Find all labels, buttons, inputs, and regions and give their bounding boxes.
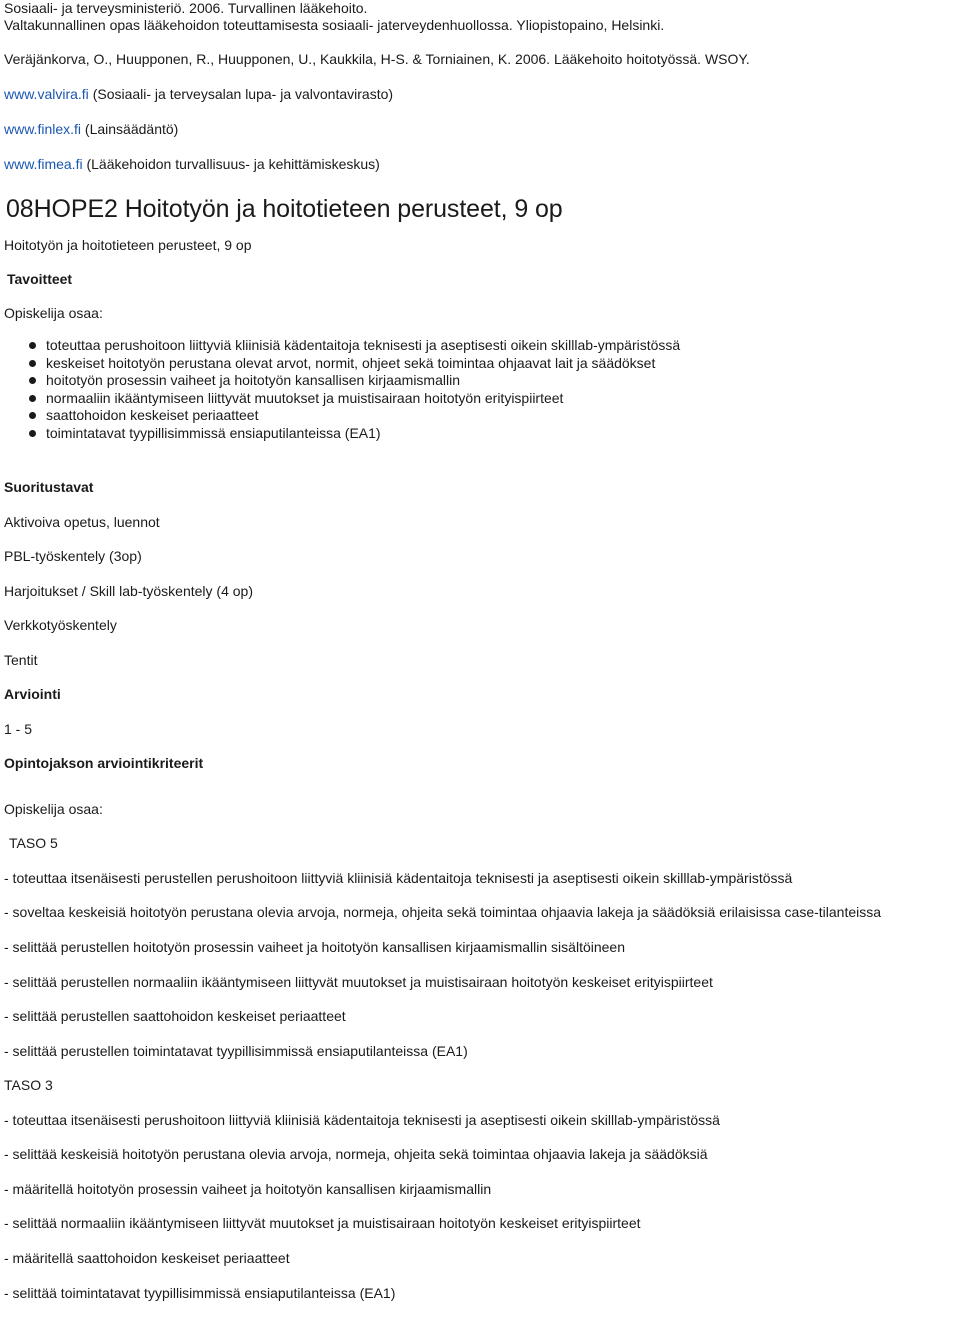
list-item: - selittää perustellen normaaliin ikääntymiseen liittyvät muutokset ja muistisairaan hoitotyön keskeiset erityispiirteet: [4, 973, 713, 990]
reference-link-fimea: [4, 156, 956, 173]
link-finlex-description: (Lainsäädäntö): [84, 121, 179, 137]
reference-link-valvira: [4, 86, 956, 103]
bullet-icon: [29, 430, 36, 437]
list-item: Tentit: [4, 651, 38, 668]
bullet-icon: [29, 360, 36, 367]
criteria-heading: Opintojakson arviointikriteerit: [4, 754, 204, 771]
link-fimea-description: (Lääkehoidon turvallisuus- ja kehittämiskeskus): [86, 156, 380, 172]
link-finlex[interactable]: www.finlex.fi: [4, 121, 82, 137]
list-item: - selittää perustellen hoitotyön prosessin vaiheet ja hoitotyön kansallisen kirjaamismallin sisältöineen: [4, 938, 625, 955]
reference-stm-line1: Sosiaali- ja terveysministeriö. 2006. Turvallinen lääkehoito.: [4, 0, 368, 16]
list-item: PBL-työskentely (3op): [4, 547, 142, 564]
list-item: - selittää keskeisiä hoitotyön perustana olevia arvoja, normeja, ohjeita sekä toimintaa ohjaavia lakeja ja säädöksiä: [4, 1145, 708, 1162]
list-item: toteuttaa perushoitoon liittyviä kliinisiä kädentaitoja teknisesti ja aseptisesti oikein skilllab-ympäristössä: [46, 337, 956, 355]
course-title: 08HOPE2 Hoitotyön ja hoitotieteen perusteet, 9 op: [6, 195, 563, 223]
reference-stm-line2: Valtakunnallinen opas lääkehoidon toteuttamisesta sosiaali- jaterveydenhuollossa. Yliopistopaino, Helsinki.: [4, 17, 665, 33]
link-fimea[interactable]: www.fimea.fi: [4, 156, 83, 172]
list-item: saattohoidon keskeiset periaatteet: [46, 407, 956, 425]
list-item: - määritellä hoitotyön prosessin vaiheet ja hoitotyön kansallisen kirjaamismallin: [4, 1180, 492, 1197]
list-item: - selittää toimintatavat tyypillisimmissä ensiaputilanteissa (EA1): [4, 1284, 396, 1301]
list-item: Harjoitukset / Skill lab-työskentely (4 op): [4, 582, 253, 599]
list-item: - toteuttaa itsenäisesti perustellen perushoitoon liittyviä kliinisiä kädentaitoja teknisesti ja aseptisesti oikein skilllab-ympäristössä: [4, 869, 793, 886]
taso5-criteria: [4, 870, 956, 1060]
list-item: - soveltaa keskeisiä hoitotyön perustana olevia arvoja, normeja, ohjeita sekä toimintaa ohjaavia lakeja ja säädöksiä erilaisissa case-tilanteissa: [4, 903, 882, 920]
suoritustavat-heading: Suoritustavat: [4, 478, 94, 495]
list-item: - toteuttaa itsenäisesti perushoitoon liittyviä kliinisiä kädentaitoja teknisesti ja aseptisesti oikein skilllab-ympäristössä: [4, 1111, 720, 1128]
taso5-label: TASO 5: [9, 834, 58, 851]
criteria-intro: Opiskelija osaa:: [4, 800, 103, 817]
list-item: hoitotyön prosessin vaiheet ja hoitotyön kansallisen kirjaamismallin: [46, 372, 956, 390]
grading-scale: 1 - 5: [4, 720, 33, 737]
bullet-icon: [29, 342, 36, 349]
list-item: - selittää perustellen toimintatavat tyypillisimmissä ensiaputilanteissa (EA1): [4, 1042, 468, 1059]
tavoitteet-heading: Tavoitteet: [7, 271, 73, 287]
link-valvira-description: (Sosiaali- ja terveysalan lupa- ja valvontavirasto): [92, 86, 394, 102]
reference-link-finlex: [4, 121, 956, 138]
bullet-icon: [29, 395, 36, 402]
list-item: normaaliin ikääntymiseen liittyvät muutokset ja muistisairaan hoitotyön erityispiirteet: [46, 390, 956, 408]
list-item: - määritellä saattohoidon keskeiset periaatteet: [4, 1249, 290, 1266]
course-subtitle: Hoitotyön ja hoitotieteen perusteet, 9 op: [4, 237, 252, 253]
reference-list: [4, 0, 956, 173]
taso3-criteria: [4, 1112, 956, 1302]
list-item: Verkkotyöskentely: [4, 616, 117, 633]
list-item: toimintatavat tyypillisimmissä ensiaputilanteissa (EA1): [46, 425, 956, 443]
goals-intro: Opiskelija osaa:: [4, 305, 103, 321]
list-item: - selittää perustellen saattohoidon keskeiset periaatteet: [4, 1007, 346, 1024]
taso3-label: TASO 3: [4, 1076, 53, 1093]
list-item: - selittää normaaliin ikääntymiseen liittyvät muutokset ja muistisairaan hoitotyön keskeiset erityispiirteet: [4, 1214, 641, 1231]
reference-verajankorva: Veräjänkorva, O., Huupponen, R., Huupponen, U., Kaukkila, H-S. & Torniainen, K. 2006. Lääkehoito hoitotyössä. WSOY.: [4, 51, 750, 67]
list-item: Aktivoiva opetus, luennot: [4, 513, 160, 530]
methods-list: [4, 514, 956, 669]
arviointi-heading: Arviointi: [4, 685, 61, 702]
goals-list: [4, 337, 956, 443]
link-valvira[interactable]: www.valvira.fi: [4, 86, 89, 102]
list-item: keskeiset hoitotyön perustana olevat arvot, normit, ohjeet sekä toimintaa ohjaavat lait ja säädökset: [46, 355, 956, 373]
bullet-icon: [29, 412, 36, 419]
bullet-icon: [29, 377, 36, 384]
